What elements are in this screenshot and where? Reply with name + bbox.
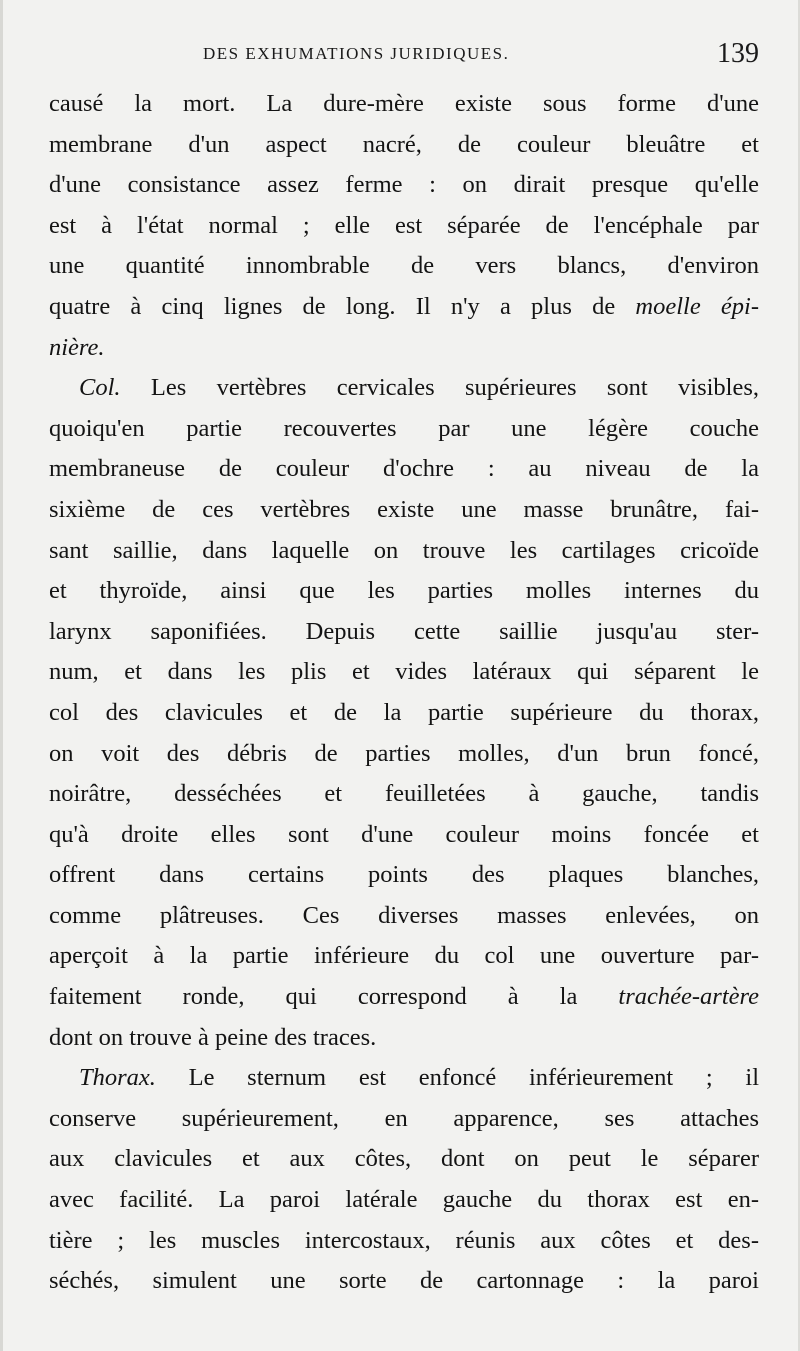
paragraph-start-thorax: Thorax. Le sternum est enfoncé inférieurement ; il (79, 1064, 760, 1092)
section-label-thorax: Thorax. (79, 1064, 156, 1092)
text-line: offrent dans certains points des plaques blanches, (49, 861, 759, 889)
text-line: larynx saponifiées. Depuis cette saillie jusqu'au ster- (49, 617, 759, 645)
text-line: causé la mort. La dure-mère existe sous forme d'une (49, 90, 759, 117)
text-line: qu'à droite elles sont d'une couleur moins foncée et (49, 820, 759, 848)
text-line: une quantité innombrable de vers blancs, d'environ (49, 252, 759, 280)
paragraph-start-col: Col. Les vertèbres cervicales supérieures sont visibles, (79, 374, 760, 402)
text-line: quatre à cinq lignes de long. Il n'y a plus de moelle épi- (49, 292, 760, 320)
text-line: comme plâtreuses. Ces diverses masses enlevées, on (49, 901, 759, 929)
italic-term: moelle épi- (635, 292, 760, 320)
text-line: d'une consistance assez ferme : on dirait presque qu'elle (49, 171, 759, 199)
text-line: avec facilité. La paroi latérale gauche du thorax est en- (49, 1186, 759, 1214)
section-label-col: Col. (79, 374, 121, 402)
italic-term: trachée-artère (618, 983, 759, 1011)
running-title: DES EXHUMATIONS JURIDIQUES. (203, 44, 510, 63)
text-line: séchés, simulent une sorte de cartonnage : la paroi (49, 1267, 759, 1295)
text-line: noirâtre, desséchées et feuilletées à gauche, tandis (49, 780, 759, 808)
text-line: dont on trouve à peine des traces. (49, 1023, 377, 1051)
text-line: membrane d'un aspect nacré, de couleur bleuâtre et (49, 130, 759, 158)
text-line (49, 328, 759, 369)
body-text (49, 84, 759, 1302)
text-line: sixième de ces vertèbres existe une masse brunâtre, fai- (49, 495, 759, 523)
page-number: 139 (717, 38, 759, 69)
italic-term: nière. (49, 333, 105, 361)
text-line: aux clavicules et aux côtes, dont on peut le séparer (49, 1145, 759, 1173)
text-line: faitement ronde, qui correspond à la trachée-artère (49, 983, 759, 1011)
text-line: on voit des débris de parties molles, d'un brun foncé, (49, 739, 759, 767)
text-line: membraneuse de couleur d'ochre : au niveau de la (49, 455, 759, 483)
text-line: sant saillie, dans laquelle on trouve les cartilages cricoïde (49, 536, 759, 564)
text-line: col des clavicules et de la partie supérieure du thorax, (49, 698, 759, 726)
text-line: et thyroïde, ainsi que les parties molles internes du (49, 577, 759, 605)
text-line: tière ; les muscles intercostaux, réunis aux côtes et des- (49, 1226, 759, 1254)
text-line: est à l'état normal ; elle est séparée de l'encéphale par (49, 211, 759, 239)
text-line: aperçoit à la partie inférieure du col une ouverture par- (49, 942, 759, 970)
running-header (49, 38, 759, 74)
text-line: num, et dans les plis et vides latéraux qui séparent le (49, 658, 759, 686)
text-line: conserve supérieurement, en apparence, ses attaches (49, 1104, 759, 1132)
text-line: quoiqu'en partie recouvertes par une légère couche (49, 414, 759, 442)
